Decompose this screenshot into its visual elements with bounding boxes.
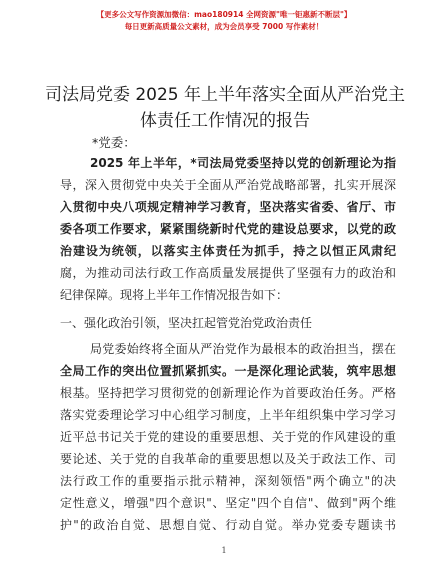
paragraph-2-line-4: 落实党委理论学习中心组学习制度，上半年组织集中学习学习 — [60, 408, 396, 422]
paragraph-2-line-2: 全局工作的突出位置抓紧抓实。一是深化理论武装，筑牢思想 — [60, 364, 396, 378]
paragraph-2-line-1: 局党委始终将全面从严治党作为最根本的政治担当，摆在 — [90, 342, 396, 356]
title-line-1: 司法局党委 2025 年上半年落实全面从严治党主 — [44, 85, 406, 105]
promo-line-1: 【更多公文写作资源加微信：mao180914 全网资源"唯一钜惠新不断层"】 — [96, 10, 352, 19]
section-1-heading: 一、强化政治引领，坚决扛起管党治党政治责任 — [60, 316, 313, 330]
paragraph-2-line-7: 法行政工作的重要指示批示精神，深刻领悟"两个确立"的决 — [60, 474, 396, 488]
paragraph-1-line-4: 委各项工作要求，紧紧围绕新时代党的建设总要求，以党的政 — [60, 222, 396, 236]
paragraph-1-line-5: 治建设为统领，以落实主体责任为抓手，持之以恒正风肃纪 — [60, 244, 396, 258]
paragraph-2-line-3: 根基。坚持把学习贯彻党的创新理论作为首要政治任务。严格 — [60, 386, 396, 400]
paragraph-1-line-3: 入贯彻中央八项规定精神学习教育，坚决落实省委、省厅、市 — [60, 200, 396, 214]
salutation: *党委： — [92, 135, 136, 150]
paragraph-2-line-9: 护"的政治自觉、思想自觉、行动自觉。举办党委专题读书 — [60, 518, 396, 532]
paragraph-2-line-8: 定性意义，增强"四个意识"、坚定"四个自信"、做到"两个维 — [60, 496, 396, 510]
promo-line-2: 每日更新高质量公文素材，成为会员享受 7000 写作素材！ — [124, 22, 324, 31]
promo-banner — [0, 10, 448, 33]
paragraph-2-line-5: 近平总书记关于党的建设的重要思想、关于党的作风建设的重 — [60, 430, 396, 444]
document-title — [40, 82, 410, 134]
title-line-2: 体责任工作情况的报告 — [140, 111, 310, 131]
paragraph-1-line-6: 腐，为推动司法行政工作高质量发展提供了坚强有力的政治和 — [60, 266, 396, 280]
paragraph-1-line-1: 2025 年上半年，*司法局党委坚持以党的创新理论为指 — [90, 156, 396, 170]
page-number: 1 — [221, 546, 227, 555]
paragraph-2-line-6: 要论述、关于党的自我革命的重要思想以及关于政法工作、司 — [60, 452, 396, 466]
paragraph-1-line-2: 导，深入贯彻党中央关于全面从严治党战略部署，扎实开展深 — [60, 178, 396, 192]
paragraph-1-line-7: 纪律保障。现将上半年工作情况报告如下： — [60, 288, 289, 302]
